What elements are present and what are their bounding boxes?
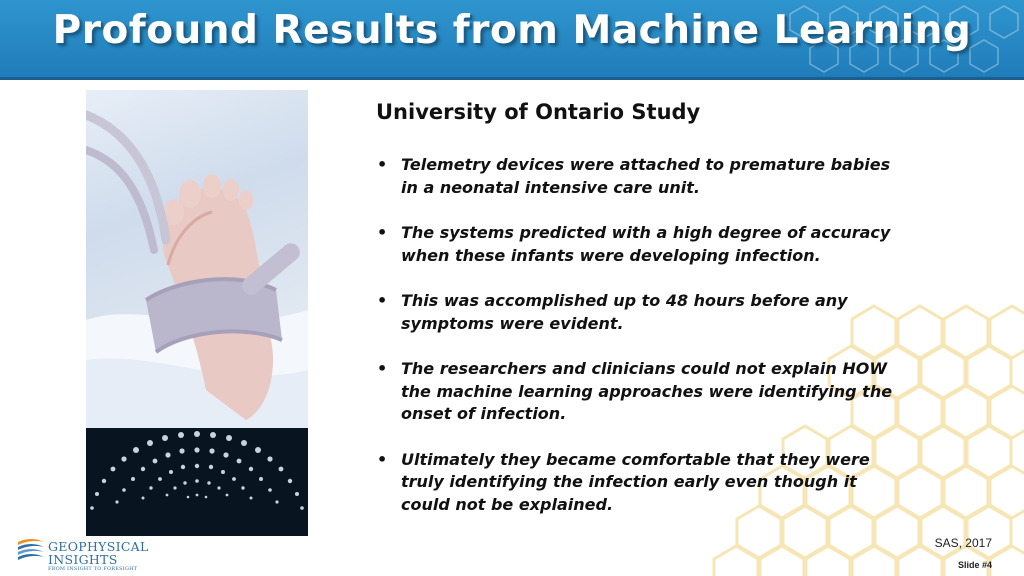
logo-wordmark [48, 540, 149, 566]
list-item [376, 154, 906, 199]
slide-title: Profound Results from Machine Learning [52, 8, 972, 53]
photo-foot-area [86, 90, 308, 428]
bullet-text: This was accomplished up to 48 hours before any symptoms were evident. [401, 291, 848, 333]
logo-line1: GEOPHYSICAL [48, 539, 149, 554]
infant-sensor-photo [86, 90, 308, 536]
title-banner [0, 0, 1024, 80]
slide-number: Slide #4 [957, 560, 992, 570]
bullet-glyph: • [377, 155, 388, 174]
list-item [376, 358, 906, 426]
radial-dots-icon [86, 428, 308, 536]
bullet-text: Telemetry devices were attached to premature babies in a neonatal intensive care unit. [401, 155, 891, 197]
bullet-text: Ultimately they became comfortable that they were truly identifying the infection early even though it could not be explained. [401, 449, 870, 514]
logo-line2: INSIGHTS [48, 552, 118, 567]
bullet-glyph: • [377, 291, 388, 310]
photo-dot-pattern [86, 428, 308, 536]
bullet-text: The researchers and clinicians could not explain HOW the machine learning approaches were identifying the onset of infection. [401, 359, 893, 423]
list-item [376, 449, 906, 517]
bullet-text: The systems predicted with a high degree of accuracy when these infants were developing infection. [401, 223, 891, 265]
event-label: SAS, 2017 [934, 536, 992, 550]
banner-divider [0, 77, 1024, 80]
logo-tagline: FROM INSIGHT TO FORESIGHT [48, 566, 138, 572]
bullet-glyph: • [377, 359, 388, 378]
bullet-glyph: • [377, 449, 388, 469]
findings-list [376, 154, 906, 539]
list-item [376, 290, 906, 335]
list-item [376, 222, 906, 267]
bullet-glyph: • [377, 223, 388, 242]
infant-foot-illustration [86, 90, 308, 428]
study-heading: University of Ontario Study [376, 100, 701, 124]
